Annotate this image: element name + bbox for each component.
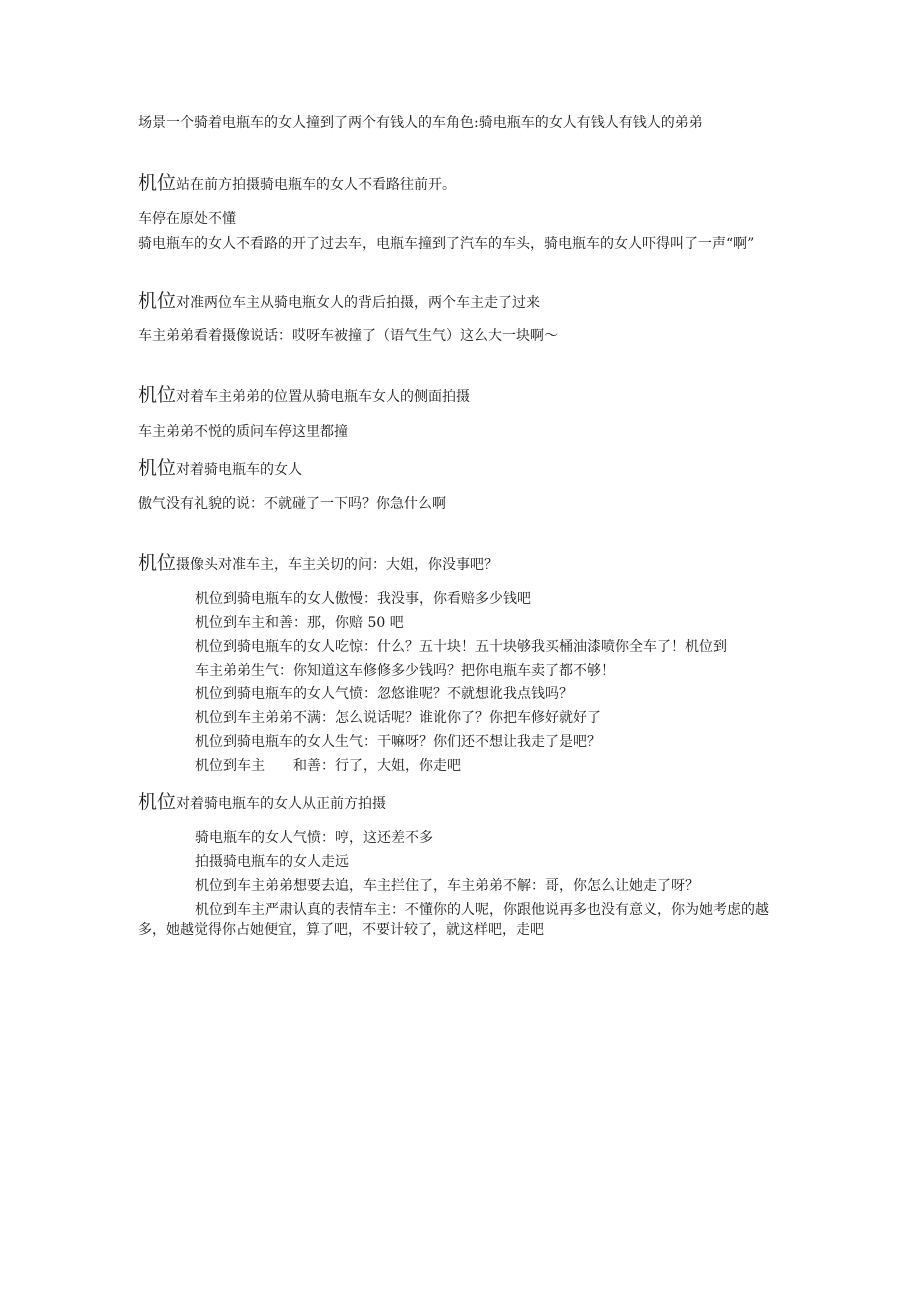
camera-shot-2 [138,291,540,313]
camera-label: 机位 [138,552,177,574]
script-line: 车主弟弟看着摄像说话：哎呀车被撞了（语气生气）这么大一块啊～ [138,328,558,344]
camera-shot-6 [138,792,386,814]
dialogue-paragraph: 机位到车主严肃认真的表情车主：不懂你的人呢，你跟他说再多也没有意义，你为她考虑的越多，她越觉得你占她便宜，算了吧，不要计较了，就这样吧，走吧 [138,902,769,938]
script-line: 傲气没有礼貌的说：不就碰了一下吗？你急什么啊 [138,496,446,512]
dialogue-line: 机位到骑电瓶车的女人气愤：忽悠谁呢？不就想讹我点钱吗？ [195,686,573,702]
dialogue-line: 车主弟弟生气：你知道这车修修多少钱吗？把你电瓶车卖了都不够！ [195,663,615,679]
camera-shot-text: 站在前方拍摄骑电瓶车的女人不看路往前开。 [176,177,457,193]
script-line: 车停在原处不懂 [138,211,236,227]
dialogue-line: 机位到骑电瓶车的女人傲慢：我没事，你看赔多少钱吧 [195,591,531,607]
camera-shot-3 [138,385,470,407]
dialogue-line: 机位到骑电瓶车的女人生气：干嘛呀？你们还不想让我走了是吧？ [195,734,601,750]
dialogue-line: 骑电瓶车的女人气愤：哼，这还差不多 [195,830,433,846]
camera-shot-text: 对着车主弟弟的位置从骑电瓶车女人的侧面拍摄 [176,389,471,405]
camera-shot-text: 摄像头对准车主，车主关切的问：大姐，你没事吧？ [176,557,499,573]
dialogue-line: 机位到车主弟弟想要去追，车主拦住了，车主弟弟不解：哥，你怎么让她走了呀？ [195,878,699,894]
camera-shot-4 [138,458,302,480]
script-line: 骑电瓶车的女人不看路的开了过去车，电瓶车撞到了汽车的车头，骑电瓶车的女人吓得叫了一声“啊” [138,236,755,252]
camera-label: 机位 [138,290,177,312]
dialogue-line: 机位到车主和善：那，你赔 50 吧 [195,615,404,631]
dialogue-line: 机位到骑电瓶车的女人吃惊：什么？五十块！五十块够我买桶油漆喷你全车了！机位到 [195,639,727,655]
scene-intro: 场景一个骑着电瓶车的女人撞到了两个有钱人的车角色:骑电瓶车的女人有钱人有钱人的弟弟 [138,115,703,131]
camera-shot-1 [138,173,456,195]
camera-shot-text: 对着骑电瓶车的女人 [176,462,303,478]
dialogue-line: 机位到车主弟弟不满：怎么说话呢？谁讹你了？你把车修好就好了 [195,710,601,726]
dialogue-line-part: 机位到车主 [195,758,265,774]
camera-shot-text: 对准两位车主从骑电瓶女人的背后拍摄，两个车主走了过来 [176,295,541,311]
dialogue-line-part: 和善：行了，大姐，你走吧 [293,758,461,774]
dialogue-line [195,756,461,776]
camera-label: 机位 [138,457,177,479]
dialogue-line: 拍摄骑电瓶车的女人走远 [195,854,349,870]
camera-shot-text: 对着骑电瓶车的女人从正前方拍摄 [176,796,387,812]
camera-label: 机位 [138,791,177,813]
camera-label: 机位 [138,172,177,194]
camera-shot-5 [138,553,498,575]
camera-label: 机位 [138,384,177,406]
script-line: 车主弟弟不悦的质问车停这里都撞 [138,424,348,440]
